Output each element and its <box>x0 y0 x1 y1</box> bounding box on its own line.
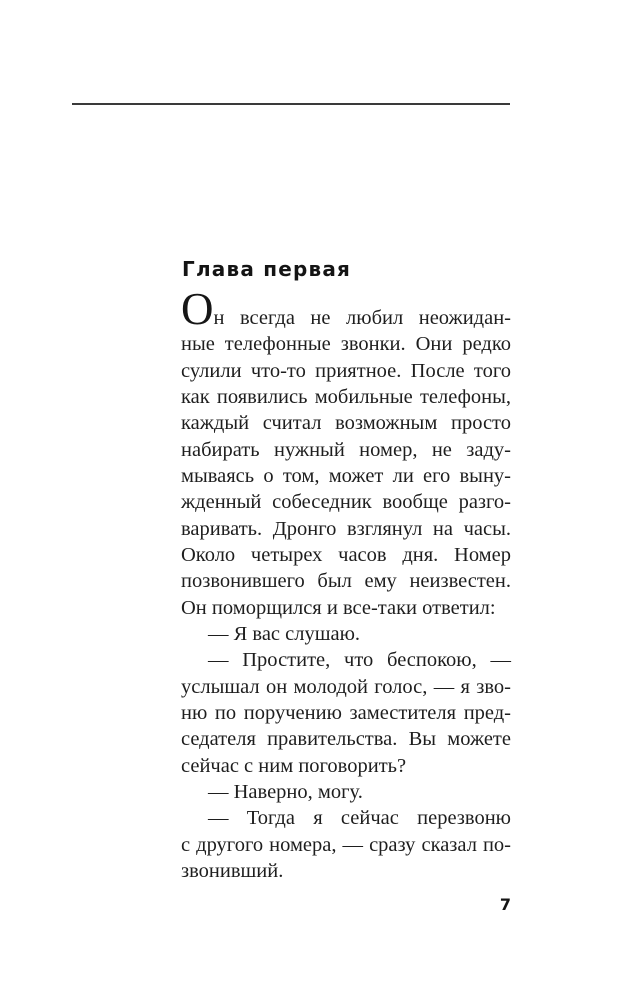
text-line: варивать. Дронго взглянул на часы. <box>181 517 511 540</box>
text-line: Он поморщился и все-таки ответил: <box>181 596 496 619</box>
text-line: седателя правительства. Вы можете <box>181 728 511 751</box>
chapter-title: Глава первая <box>182 257 352 281</box>
text-line: позвонившего был ему неизвестен. <box>181 570 511 593</box>
text-block <box>181 284 511 884</box>
text-line: звонивший. <box>181 859 284 882</box>
text-line: — Тогда я сейчас перезвоню <box>208 807 511 830</box>
text-line: ные телефонные звонки. Они редко <box>181 333 511 356</box>
text-line: с другого номера, — сразу сказал по- <box>181 833 511 856</box>
text-line: жденный собеседник вообще разго- <box>181 491 511 514</box>
text-line: как появились мобильные телефоны, <box>181 385 511 408</box>
text-line: каждый считал возможным просто <box>181 412 511 435</box>
text-line: сулили что-то приятное. После того <box>181 359 511 382</box>
text-line: ню по поручению заместителя пред- <box>181 701 511 724</box>
text-line: набирать нужный номер, не заду- <box>181 438 511 461</box>
text-line: — Наверно, могу. <box>208 780 363 803</box>
header-rule <box>72 103 510 105</box>
text-line: — Я вас слушаю. <box>208 622 361 645</box>
drop-cap: О <box>181 284 214 334</box>
page-number: 7 <box>499 895 511 914</box>
text-line: услышал он молодой голос, — я зво- <box>181 675 511 698</box>
text-line: сейчас с ним поговорить? <box>181 754 407 777</box>
text-line: — Простите, что беспокою, — <box>208 649 511 672</box>
text-line: Он всегда не любил неожидан- <box>181 284 511 334</box>
text-line: мываясь о том, может ли его выну- <box>181 464 511 487</box>
text-line: Около четырех часов дня. Номер <box>181 543 511 566</box>
